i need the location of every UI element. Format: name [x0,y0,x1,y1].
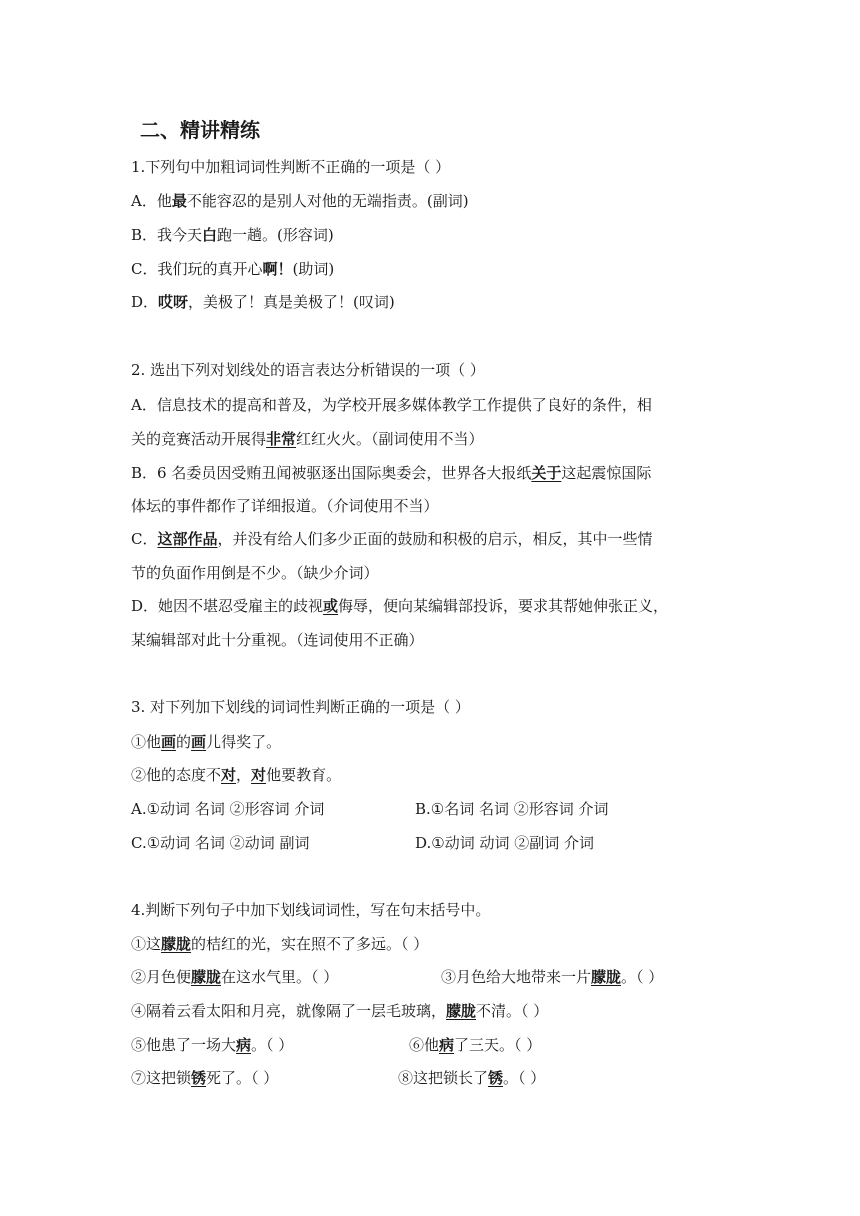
section-title: 二、精讲精练 [140,118,260,142]
q3-option-d: D.①动词 动词 ②副词 介词 [415,834,595,852]
q4-item-6: ⑥他病了三天。（ ） [409,1036,542,1054]
q2-stem: 2. 选出下列对划线处的语言表达分析错误的一项（ ） [131,361,485,379]
q4-stem: 4.判断下列句子中加下划线词词性，写在句末括号中。 [131,901,491,919]
q2-option-d-line1: D．她因不堪忍受雇主的歧视或侮辱，便向某编辑部投诉，要求其帮她伸张正义， [131,597,669,615]
q4-item-3: ③月色给大地带来一片朦胧。（ ） [441,968,664,986]
q2-option-c-line1: C．这部作品，并没有给人们多少正面的鼓励和积极的启示，相反，其中一些情 [131,530,653,548]
q3-option-c: C.①动词 名词 ②动词 副词 [131,834,310,852]
q4-item-7: ⑦这把锁锈死了。（ ） [131,1069,279,1087]
q3-sentence-1: ①他画的画儿得奖了。 [131,733,282,751]
q2-option-b-line1: B．6 名委员因受贿丑闻被驱逐出国际奥委会，世界各大报纸关于这起震惊国际 [131,464,652,482]
q1-stem: 1.下列句中加粗词词性判断不正确的一项是（ ） [131,158,451,176]
q4-item-1: ①这朦胧的桔红的光，实在照不了多远。（ ） [131,935,429,953]
q2-option-a-line2: 关的竞赛活动开展得非常红红火火。（副词使用不当） [131,430,484,448]
q3-stem: 3. 对下列加下划线的词词性判断正确的一项是（ ） [131,698,470,716]
q2-option-a-line1: A．信息技术的提高和普及，为学校开展多媒体教学工作提供了良好的条件，相 [131,396,652,414]
q2-option-c-line2: 节的负面作用倒是不少。（缺少介词） [131,564,379,582]
q3-sentence-2: ②他的态度不对，对他要教育。 [131,766,342,784]
q3-option-b: B.①名词 名词 ②形容词 介词 [415,800,609,818]
q1-option-c: C．我们玩的真开心啊！(助词) [131,260,335,278]
q1-option-a: A．他最不能容忍的是别人对他的无端指责。(副词) [131,192,469,210]
q4-item-5: ⑤他患了一场大病。（ ） [131,1036,294,1054]
q2-option-d-line2: 某编辑部对此十分重视。（连词使用不正确） [131,631,424,649]
q2-option-b-line2: 体坛的事件都作了详细报道。（介词使用不当） [131,497,439,515]
q4-item-8: ⑧这把锁长了锈。（ ） [398,1069,546,1087]
q1-option-d: D．哎呀，美极了！真是美极了！(叹词) [131,293,395,311]
q1-option-b: B．我今天白跑一趟。(形容词) [131,226,334,244]
q3-option-a: A.①动词 名词 ②形容词 介词 [131,800,325,818]
q4-item-2: ②月色便朦胧在这水气里。（ ） [131,968,339,986]
q4-item-4: ④隔着云看太阳和月亮，就像隔了一层毛玻璃，朦胧不清。（ ） [131,1002,549,1020]
